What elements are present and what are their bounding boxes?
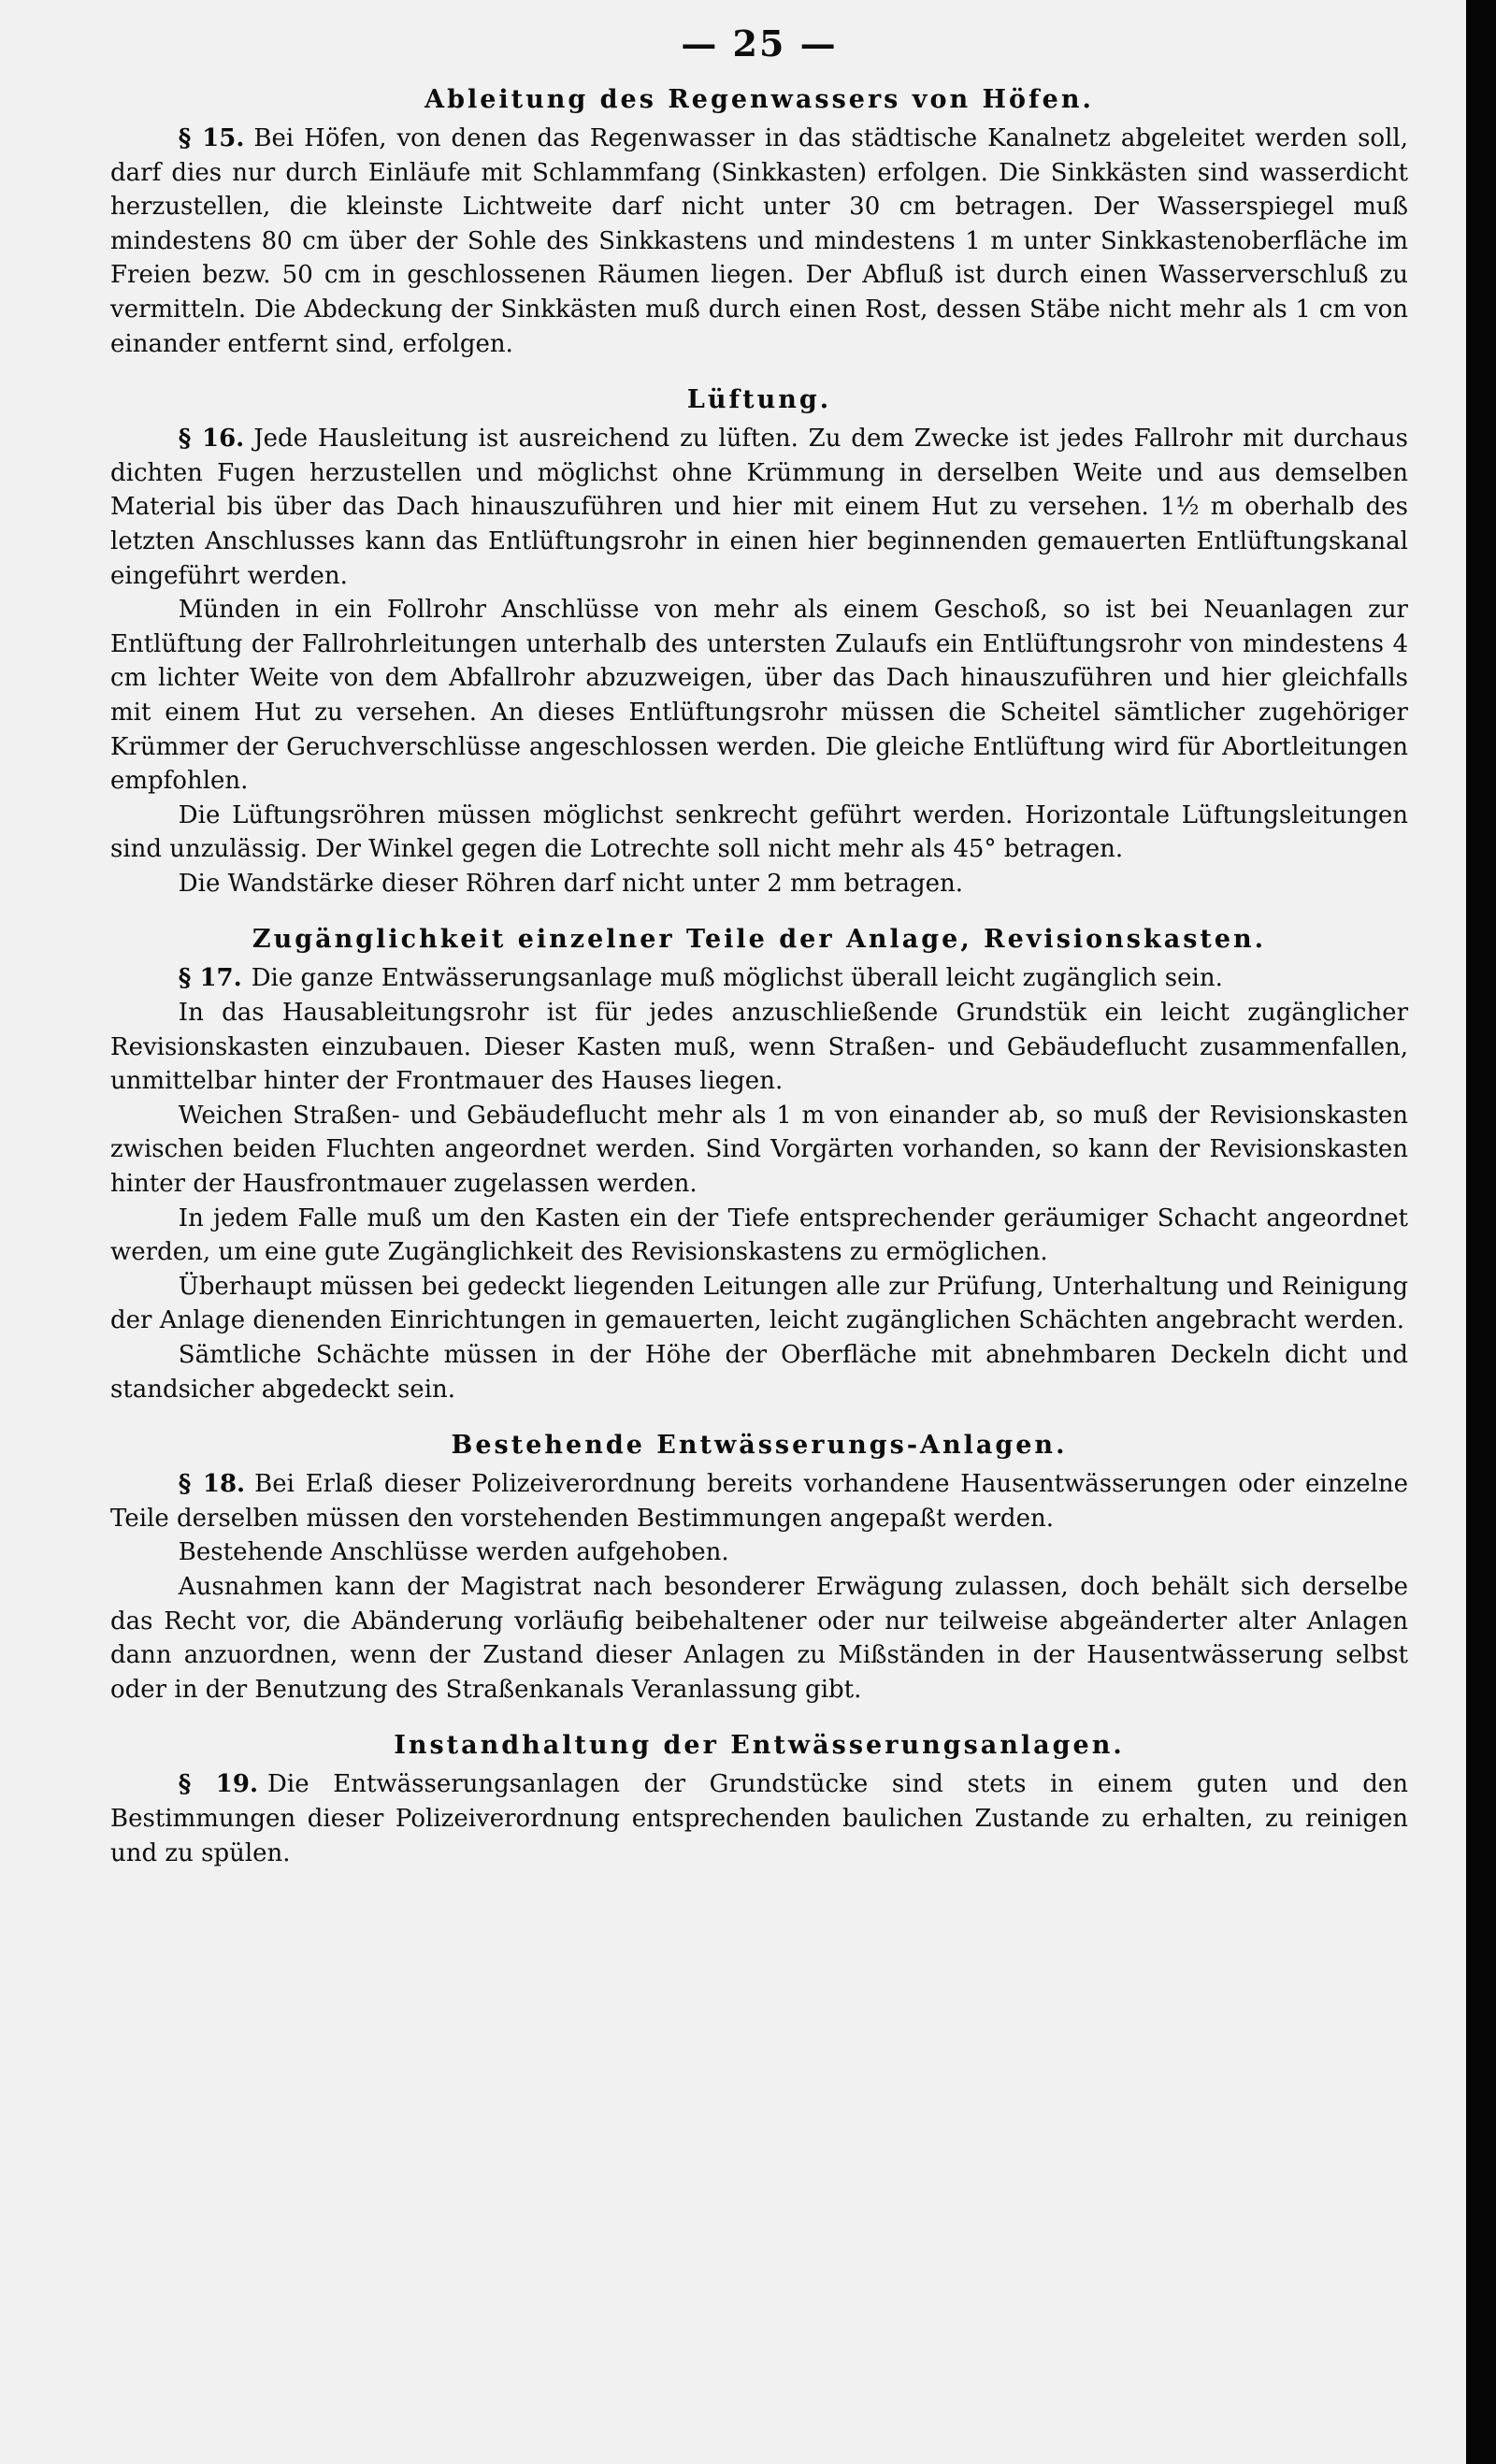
paragraph-text: Jede Hausleitung ist ausreichend zu lüften. Zu dem Zwecke ist jedes Fallrohr mit durchaus dichten Fugen herzustellen und möglichst ohne Krümmung in derselben Weite und aus demselben Material bis über das Dach hinauszuführen und hier mit einem Hut zu versehen. 1½ m oberhalb des letzten Anschlusses kann das Entlüftungsrohr in einen hier beginnenden gemauerten Entlüftungskanal eingeführt werden. xyxy=(110,425,1408,590)
page-number: — 25 — xyxy=(681,22,838,65)
section-number: § 16. xyxy=(178,425,245,454)
paragraph-19 xyxy=(110,1767,1408,1870)
section-number: § 17. xyxy=(178,964,242,993)
paragraph-18 xyxy=(110,1467,1408,1535)
section-heading: Lüftung. xyxy=(686,385,832,415)
paragraph-text: Die ganze Entwässerungsanlage muß möglichst überall leicht zugänglich sein. xyxy=(251,964,1223,993)
paragraph-17 xyxy=(110,961,1408,996)
section-number: § 18. xyxy=(178,1470,246,1499)
paragraph: Weichen Straßen- und Gebäudeflucht mehr als 1 m von einander ab, so muß der Revisionskasten zwischen beiden Fluchten angeordnet werden. Sind Vorgärten vorhanden, so kann der Revisionskasten hinter der Hausfrontmauer zugelassen werden. xyxy=(110,1101,1408,1199)
section-instandhaltung xyxy=(110,1731,1408,1870)
paragraph: Die Lüftungsröhren müssen möglichst senkrecht geführt werden. Horizontale Lüftungsleitungen sind unzulässig. Der Winkel gegen die Lotrechte soll nicht mehr als 45° betragen. xyxy=(110,800,1408,864)
section-regenwasser xyxy=(110,85,1408,361)
paragraph: Ausnahmen kann der Magistrat nach besonderer Erwägung zulassen, doch behält sich derselbe das Recht vor, die Abänderung vorläufig beibehaltener oder nur teilweise abgeänderter alter Anlagen dann anzuordnen, wenn der Zustand dieser Anlagen zu Mißständen in der Hausentwässerung selbst oder in der Benutzung des Straßenkanals Veranlassung gibt. xyxy=(110,1572,1408,1704)
section-number: § 19. xyxy=(178,1770,259,1799)
paragraph-15 xyxy=(110,122,1408,361)
paragraph-text: Die Entwässerungsanlagen der Grundstücke sind stets in einem guten und den Bestimmungen dieser Polizeiverordnung entsprechenden baulichen Zustande zu erhalten, zu reinigen und zu spülen. xyxy=(110,1770,1408,1867)
paragraph: Bestehende Anschlüsse werden aufgehoben. xyxy=(178,1538,729,1567)
section-zugaenglichkeit xyxy=(110,925,1408,1406)
section-heading: Bestehende Entwässerungs-Anlagen. xyxy=(451,1431,1068,1461)
section-lueftung xyxy=(110,385,1408,901)
paragraph: In das Hausableitungsrohr ist für jedes anzuschließende Grundstük ein leicht zugänglicher Revisionskasten einzubauen. Dieser Kasten muß, wenn Straßen- und Gebäudeflucht zusammenfallen, unmittelbar hinter der Frontmauer des Hauses liegen. xyxy=(110,999,1408,1096)
scan-edge xyxy=(1466,0,1496,2464)
section-bestehende-anlagen xyxy=(110,1431,1408,1707)
paragraph: Überhaupt müssen bei gedeckt liegenden Leitungen alle zur Prüfung, Unterhaltung und Reinigung der Anlage dienenden Einrichtungen in gemauerten, leicht zugänglichen Schächten angebracht werden. xyxy=(110,1272,1408,1335)
paragraph: In jedem Falle muß um den Kasten ein der Tiefe entsprechender geräumiger Schacht angeordnet werden, um eine gute Zugänglichkeit des Revisionskastens zu ermöglichen. xyxy=(110,1203,1408,1267)
paragraph-text: Bei Höfen, von denen das Regenwasser in das städtische Kanalnetz abgeleitet werden soll, darf dies nur durch Einläufe mit Schlammfang (Sinkkasten) erfolgen. Die Sinkkästen sind wasserdicht herzustellen, die kleinste Lichtweite darf nicht unter 30 cm betragen. Der Wasserspiegel muß mindestens 80 cm über der Sohle des Sinkkastens und mindestens 1 m unter Sinkkastenoberfläche im Freien bezw. 50 cm in geschlossenen Räumen liegen. Der Abfluß ist durch einen Wasserverschluß zu vermitteln. Die Abdeckung der Sinkkästen muß durch einen Rost, dessen Stäbe nicht mehr als 1 cm von einander entfernt sind, erfolgen. xyxy=(110,124,1408,358)
paragraph: Sämtliche Schächte müssen in der Höhe der Oberfläche mit abnehmbaren Deckeln dicht und standsicher abgedeckt sein. xyxy=(110,1341,1408,1404)
section-heading: Ableitung des Regenwassers von Höfen. xyxy=(424,85,1094,114)
paragraph: Die Wandstärke dieser Röhren darf nicht unter 2 mm betragen. xyxy=(178,869,964,898)
paragraph-text: Bei Erlaß dieser Polizeiverordnung bereits vorhandene Hausentwässerungen oder einzelne Teile derselben müssen den vorstehenden Bestimmungen angepaßt werden. xyxy=(110,1470,1408,1533)
paragraph-16 xyxy=(110,422,1408,593)
section-heading: Zugänglichkeit einzelner Teile der Anlage, Revisionskasten. xyxy=(252,925,1267,955)
paragraph: Münden in ein Follrohr Anschlüsse von mehr als einem Geschoß, so ist bei Neuanlagen zur Entlüftung der Fallrohrleitungen unterhalb des untersten Zulaufs ein Entlüftungsrohr von mindestens 4 cm lichter Weite von dem Abfallrohr abzuzweigen, über das Dach hinauszuführen und hier gleichfalls mit einem Hut zu versehen. An dieses Entlüftungsrohr müssen die Scheitel sämtlicher zugehöriger Krümmer der Geruchverschlüsse angeschlossen werden. Die gleiche Entlüftung wird für Abortleitungen empfohlen. xyxy=(110,596,1408,796)
section-number: § 15. xyxy=(178,124,245,152)
section-heading: Instandhaltung der Entwässerungsanlagen. xyxy=(394,1731,1125,1761)
